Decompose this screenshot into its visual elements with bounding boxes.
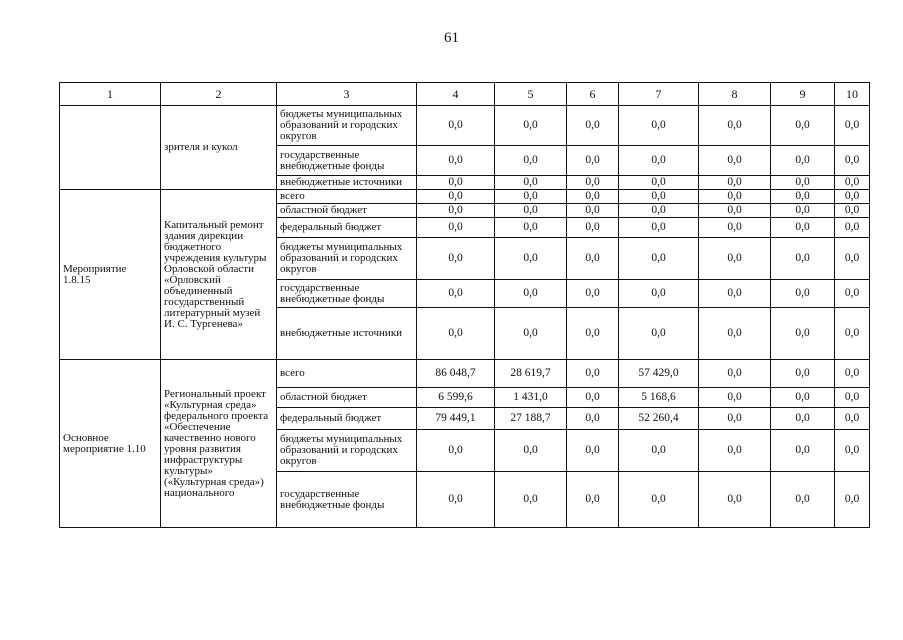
value-cell: 0,0: [619, 430, 699, 472]
value-cell: 0,0: [567, 176, 619, 190]
value-cell: 0,0: [771, 360, 835, 388]
value-cell: 0,0: [495, 430, 567, 472]
event-cell: [60, 106, 161, 190]
value-cell: 79 449,1: [417, 408, 495, 430]
event-name-cell: зрителя и кукол: [161, 106, 277, 190]
value-cell: 0,0: [619, 190, 699, 204]
value-cell: 0,0: [417, 176, 495, 190]
value-cell: 0,0: [417, 238, 495, 280]
funding-source: областной бюджет: [277, 388, 417, 408]
funding-source: областной бюджет: [277, 204, 417, 218]
value-cell: 0,0: [835, 472, 870, 528]
value-cell: 0,0: [771, 430, 835, 472]
value-cell: 0,0: [567, 408, 619, 430]
value-cell: 27 188,7: [495, 408, 567, 430]
value-cell: 0,0: [619, 308, 699, 360]
value-cell: 5 168,6: [619, 388, 699, 408]
value-cell: 0,0: [495, 308, 567, 360]
value-cell: 0,0: [495, 146, 567, 176]
event-cell: Мероприятие 1.8.15: [60, 190, 161, 360]
value-cell: 0,0: [835, 218, 870, 238]
column-header: 4: [417, 83, 495, 106]
value-cell: 0,0: [835, 430, 870, 472]
budget-table: [59, 82, 870, 528]
value-cell: 0,0: [771, 218, 835, 238]
value-cell: 0,0: [771, 472, 835, 528]
value-cell: 0,0: [567, 218, 619, 238]
value-cell: 0,0: [771, 308, 835, 360]
value-cell: 0,0: [771, 146, 835, 176]
value-cell: 0,0: [567, 146, 619, 176]
value-cell: 0,0: [495, 280, 567, 308]
value-cell: 28 619,7: [495, 360, 567, 388]
column-header: 10: [835, 83, 870, 106]
value-cell: 0,0: [417, 472, 495, 528]
value-cell: 0,0: [835, 106, 870, 146]
funding-source: государственные внебюджетные фонды: [277, 280, 417, 308]
value-cell: 0,0: [567, 204, 619, 218]
value-cell: 0,0: [417, 146, 495, 176]
column-header: 1: [60, 83, 161, 106]
value-cell: 0,0: [495, 190, 567, 204]
funding-source: всего: [277, 360, 417, 388]
value-cell: 0,0: [699, 360, 771, 388]
column-number-row: [60, 83, 870, 106]
column-header: 6: [567, 83, 619, 106]
value-cell: 52 260,4: [619, 408, 699, 430]
value-cell: 0,0: [495, 238, 567, 280]
funding-source: государственные внебюджетные фонды: [277, 146, 417, 176]
value-cell: 0,0: [417, 218, 495, 238]
value-cell: 0,0: [835, 308, 870, 360]
value-cell: 57 429,0: [619, 360, 699, 388]
event-name-cell: Региональный проект «Культурная среда» федерального проекта «Обеспечение качественно нового уровня развития инфраструктуры культуры» («Культурная среда») национального: [161, 360, 277, 528]
column-header: 9: [771, 83, 835, 106]
value-cell: 0,0: [699, 176, 771, 190]
table-row: [60, 190, 870, 204]
value-cell: 0,0: [417, 430, 495, 472]
value-cell: 0,0: [495, 204, 567, 218]
value-cell: 0,0: [417, 308, 495, 360]
value-cell: 0,0: [567, 190, 619, 204]
funding-source: бюджеты муниципальных образований и городских округов: [277, 430, 417, 472]
value-cell: 0,0: [619, 176, 699, 190]
column-header: 7: [619, 83, 699, 106]
value-cell: 0,0: [699, 472, 771, 528]
value-cell: 0,0: [771, 106, 835, 146]
funding-source: федеральный бюджет: [277, 218, 417, 238]
value-cell: 0,0: [567, 388, 619, 408]
value-cell: 0,0: [417, 204, 495, 218]
event-cell: Основное мероприятие 1.10: [60, 360, 161, 528]
column-header: 8: [699, 83, 771, 106]
value-cell: 0,0: [835, 176, 870, 190]
value-cell: 0,0: [619, 204, 699, 218]
event-name-cell: Капитальный ремонт здания дирекции бюджетного учреждения культуры Орловской области «Орловский объединенный государственный литературный музей И. С. Тургенева»: [161, 190, 277, 360]
value-cell: 0,0: [771, 204, 835, 218]
funding-source: бюджеты муниципальных образований и городских округов: [277, 238, 417, 280]
value-cell: 0,0: [417, 280, 495, 308]
column-header: 3: [277, 83, 417, 106]
value-cell: 0,0: [567, 238, 619, 280]
value-cell: 0,0: [619, 106, 699, 146]
value-cell: 0,0: [699, 218, 771, 238]
value-cell: 0,0: [567, 430, 619, 472]
value-cell: 0,0: [417, 106, 495, 146]
value-cell: 0,0: [771, 190, 835, 204]
value-cell: 0,0: [699, 430, 771, 472]
value-cell: 0,0: [567, 106, 619, 146]
value-cell: 0,0: [699, 388, 771, 408]
value-cell: 0,0: [619, 238, 699, 280]
funding-source: внебюджетные источники: [277, 308, 417, 360]
funding-source: государственные внебюджетные фонды: [277, 472, 417, 528]
value-cell: 0,0: [835, 388, 870, 408]
value-cell: 0,0: [835, 360, 870, 388]
value-cell: 0,0: [699, 308, 771, 360]
value-cell: 0,0: [495, 218, 567, 238]
value-cell: 0,0: [619, 472, 699, 528]
value-cell: 0,0: [567, 472, 619, 528]
value-cell: 0,0: [699, 190, 771, 204]
funding-source: внебюджетные источники: [277, 176, 417, 190]
value-cell: 0,0: [699, 106, 771, 146]
value-cell: 0,0: [835, 146, 870, 176]
value-cell: 86 048,7: [417, 360, 495, 388]
value-cell: 0,0: [835, 408, 870, 430]
value-cell: 0,0: [495, 106, 567, 146]
value-cell: 0,0: [699, 238, 771, 280]
table-row: [60, 106, 870, 146]
value-cell: 0,0: [495, 176, 567, 190]
column-header: 2: [161, 83, 277, 106]
value-cell: 0,0: [619, 218, 699, 238]
funding-source: бюджеты муниципальных образований и городских округов: [277, 106, 417, 146]
value-cell: 0,0: [567, 360, 619, 388]
value-cell: 0,0: [567, 308, 619, 360]
value-cell: 0,0: [771, 176, 835, 190]
value-cell: 0,0: [835, 280, 870, 308]
value-cell: 0,0: [699, 280, 771, 308]
value-cell: 0,0: [699, 408, 771, 430]
value-cell: 1 431,0: [495, 388, 567, 408]
value-cell: 0,0: [771, 388, 835, 408]
value-cell: 0,0: [699, 204, 771, 218]
value-cell: 0,0: [417, 190, 495, 204]
value-cell: 0,0: [495, 472, 567, 528]
value-cell: 6 599,6: [417, 388, 495, 408]
value-cell: 0,0: [835, 238, 870, 280]
value-cell: 0,0: [619, 280, 699, 308]
value-cell: 0,0: [835, 190, 870, 204]
value-cell: 0,0: [699, 146, 771, 176]
funding-source: федеральный бюджет: [277, 408, 417, 430]
value-cell: 0,0: [771, 408, 835, 430]
page-number: 61: [444, 30, 459, 46]
value-cell: 0,0: [619, 146, 699, 176]
value-cell: 0,0: [771, 280, 835, 308]
value-cell: 0,0: [567, 280, 619, 308]
funding-source: всего: [277, 190, 417, 204]
value-cell: 0,0: [771, 238, 835, 280]
table-row: [60, 360, 870, 388]
column-header: 5: [495, 83, 567, 106]
value-cell: 0,0: [835, 204, 870, 218]
